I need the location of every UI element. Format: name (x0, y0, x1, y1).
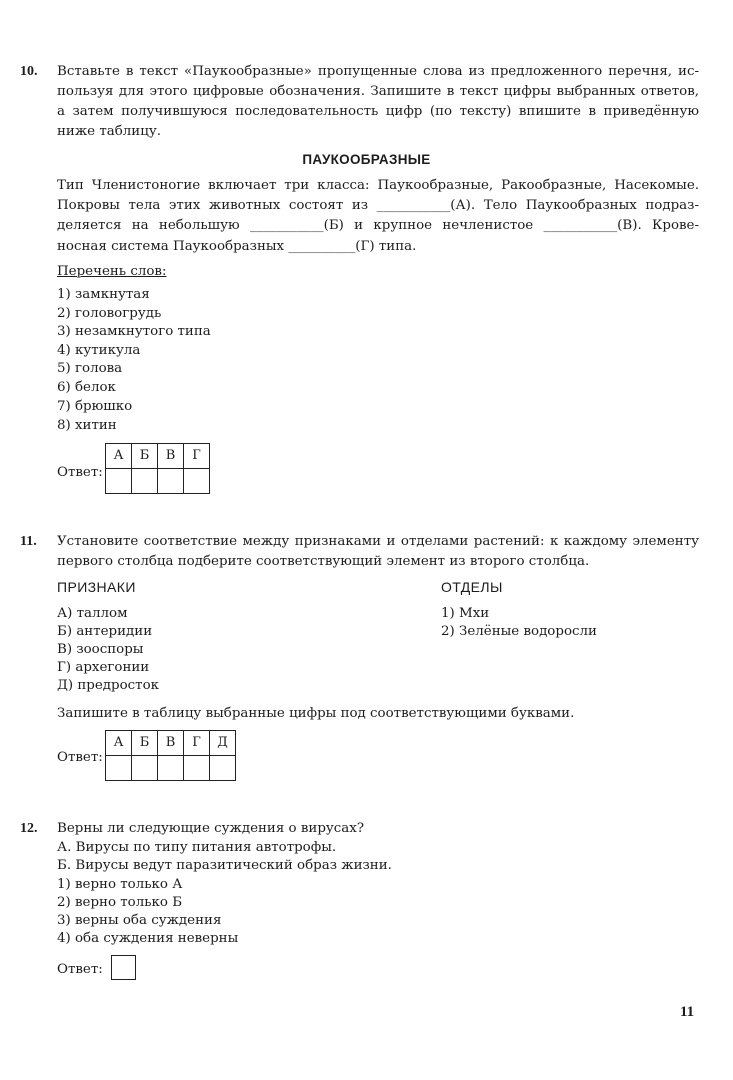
q11-instruction-line: Установите соответствие между признаками и отделами растений: к каждому элементу (57, 534, 699, 549)
statement: А. Вирусы по типу питания автотрофы. (57, 840, 337, 855)
q10-instruction-line: пользуя для этого цифровые обозначения. Запишите в текст цифры выбранных ответов, (57, 84, 699, 99)
question-number-12: 12. (20, 821, 38, 836)
list-item: 2) Зелёные водоросли (441, 624, 597, 639)
q10-text-title: ПАУКООБРАЗНЫЕ (302, 152, 431, 167)
list-item: 2) головогрудь (57, 306, 162, 321)
list-item: Д) предросток (57, 678, 160, 693)
q11-answer-label: Ответ: (57, 750, 103, 765)
list-item: 1) замкнутая (57, 287, 150, 302)
list-item: В) зооспоры (57, 642, 144, 657)
list-item: 3) верны оба суждения (57, 913, 222, 928)
answer-input-cell[interactable] (132, 756, 158, 781)
q10-passage-line: Тип Членистоногие включает три класса: Паукообразные, Ракообразные, Насекомые. (57, 178, 699, 193)
list-item: 2) верно только Б (57, 895, 183, 910)
q12-answer-box[interactable] (111, 955, 136, 980)
answer-input-cell[interactable] (106, 469, 132, 494)
page-number: 11 (680, 1004, 695, 1020)
q12-answer-label: Ответ: (57, 962, 103, 977)
list-item: 8) хитин (57, 418, 117, 433)
answer-header-cell: А (106, 731, 132, 756)
list-item: Б) антеридии (57, 624, 153, 639)
q11-note: Запишите в таблицу выбранные цифры под соответствующими буквами. (57, 706, 575, 721)
answer-header-cell: Б (132, 731, 158, 756)
answer-input-cell[interactable] (184, 469, 210, 494)
q12-question: Верны ли следующие суждения о вирусах? (57, 821, 364, 836)
list-item: 1) верно только А (57, 877, 183, 892)
answer-header-cell: Г (184, 444, 210, 469)
list-item: 1) Мхи (441, 606, 490, 621)
answer-header-cell: Б (132, 444, 158, 469)
q11-answer-table (105, 730, 236, 781)
answer-header-cell: Д (210, 731, 236, 756)
q10-instruction-line: а затем получившуюся последовательность цифр (по тексту) впишите в приведённую (57, 104, 699, 119)
list-item: 6) белок (57, 380, 116, 395)
answer-input-cell[interactable] (210, 756, 236, 781)
question-number-10: 10. (20, 64, 38, 79)
q11-column2-header: ОТДЕЛЫ (441, 579, 503, 595)
list-item: 3) незамкнутого типа (57, 324, 211, 339)
answer-header-cell: Г (184, 731, 210, 756)
answer-header-cell: В (158, 444, 184, 469)
list-item: 5) голова (57, 361, 123, 376)
q10-passage-line: Покровы тела этих животных состоят из ___________(А). Тело Паукообразных подраз- (57, 198, 699, 213)
list-item: 4) оба суждения неверны (57, 931, 239, 946)
answer-header-cell: А (106, 444, 132, 469)
q11-column1-header: ПРИЗНАКИ (57, 579, 136, 595)
q10-passage-line: деляется на небольшую ___________(Б) и крупное нечленистое ___________(В). Крове- (57, 218, 699, 233)
q10-answer-table (105, 443, 210, 494)
answer-input-cell[interactable] (184, 756, 210, 781)
list-item: 4) кутикула (57, 343, 141, 358)
q10-instruction-line: Вставьте в текст «Паукообразные» пропущенные слова из предложенного перечня, ис- (57, 64, 699, 79)
answer-input-cell[interactable] (132, 469, 158, 494)
answer-header-cell: В (158, 731, 184, 756)
q11-instruction-line: первого столбца подберите соответствующий элемент из второго столбца. (57, 554, 590, 569)
list-item: 7) брюшко (57, 399, 133, 414)
answer-input-cell[interactable] (158, 469, 184, 494)
answer-input-cell[interactable] (106, 756, 132, 781)
q10-word-list-header: Перечень слов: (57, 264, 167, 279)
answer-input-cell[interactable] (158, 756, 184, 781)
list-item: А) таллом (57, 606, 128, 621)
q10-answer-label: Ответ: (57, 465, 103, 480)
q10-instruction-line: ниже таблицу. (57, 124, 161, 139)
q10-passage-line: носная система Паукообразных __________(Г) типа. (57, 239, 417, 254)
question-number-11: 11. (20, 534, 37, 549)
statement: Б. Вирусы ведут паразитический образ жизни. (57, 858, 392, 873)
list-item: Г) архегонии (57, 660, 150, 675)
